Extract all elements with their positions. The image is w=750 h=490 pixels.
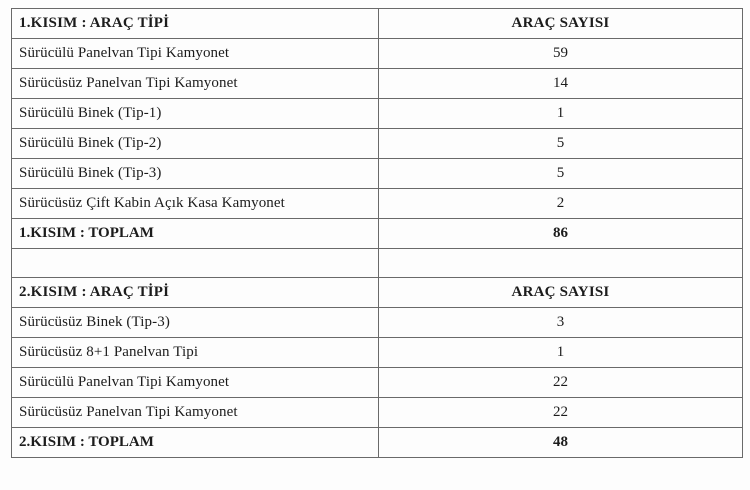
section2-type-header: 2.KISIM : ARAÇ TİPİ <box>12 278 379 308</box>
table-row <box>12 398 743 428</box>
vehicle-count-cell: 1 <box>379 338 743 368</box>
vehicle-type-cell: Sürücülü Binek (Tip-3) <box>12 159 379 189</box>
section1-total-value: 86 <box>379 219 743 249</box>
vehicle-count-cell: 1 <box>379 99 743 129</box>
vehicle-type-cell: Sürücüsüz 8+1 Panelvan Tipi <box>12 338 379 368</box>
empty-cell <box>379 249 743 278</box>
vehicle-type-cell: Sürücüsüz Çift Kabin Açık Kasa Kamyonet <box>12 189 379 219</box>
vehicle-count-cell: 5 <box>379 129 743 159</box>
section2-total-row <box>12 428 743 458</box>
section2-total-label: 2.KISIM : TOPLAM <box>12 428 379 458</box>
section2-total-value: 48 <box>379 428 743 458</box>
table-row <box>12 69 743 99</box>
empty-cell <box>12 249 379 278</box>
vehicle-count-table <box>11 8 743 458</box>
section1-type-header: 1.KISIM : ARAÇ TİPİ <box>12 9 379 39</box>
vehicle-type-cell: Sürücüsüz Binek (Tip-3) <box>12 308 379 338</box>
section1-total-row <box>12 219 743 249</box>
vehicle-count-cell: 2 <box>379 189 743 219</box>
vehicle-count-cell: 14 <box>379 69 743 99</box>
table-row <box>12 99 743 129</box>
table-row <box>12 159 743 189</box>
vehicle-type-cell: Sürücüsüz Panelvan Tipi Kamyonet <box>12 398 379 428</box>
section1-total-label: 1.KISIM : TOPLAM <box>12 219 379 249</box>
table-row <box>12 338 743 368</box>
vehicle-type-cell: Sürücülü Binek (Tip-1) <box>12 99 379 129</box>
table-row <box>12 189 743 219</box>
vehicle-type-cell: Sürücüsüz Panelvan Tipi Kamyonet <box>12 69 379 99</box>
vehicle-count-cell: 22 <box>379 368 743 398</box>
section1-header-row <box>12 9 743 39</box>
vehicle-count-cell: 59 <box>379 39 743 69</box>
section2-count-header: ARAÇ SAYISI <box>379 278 743 308</box>
vehicle-type-cell: Sürücülü Panelvan Tipi Kamyonet <box>12 368 379 398</box>
section-separator-row <box>12 249 743 278</box>
table-row <box>12 39 743 69</box>
vehicle-count-cell: 5 <box>379 159 743 189</box>
section1-count-header: ARAÇ SAYISI <box>379 9 743 39</box>
vehicle-type-cell: Sürücülü Panelvan Tipi Kamyonet <box>12 39 379 69</box>
table-row <box>12 368 743 398</box>
vehicle-type-cell: Sürücülü Binek (Tip-2) <box>12 129 379 159</box>
section2-header-row <box>12 278 743 308</box>
table-row <box>12 129 743 159</box>
vehicle-count-cell: 3 <box>379 308 743 338</box>
table-row <box>12 308 743 338</box>
vehicle-count-cell: 22 <box>379 398 743 428</box>
